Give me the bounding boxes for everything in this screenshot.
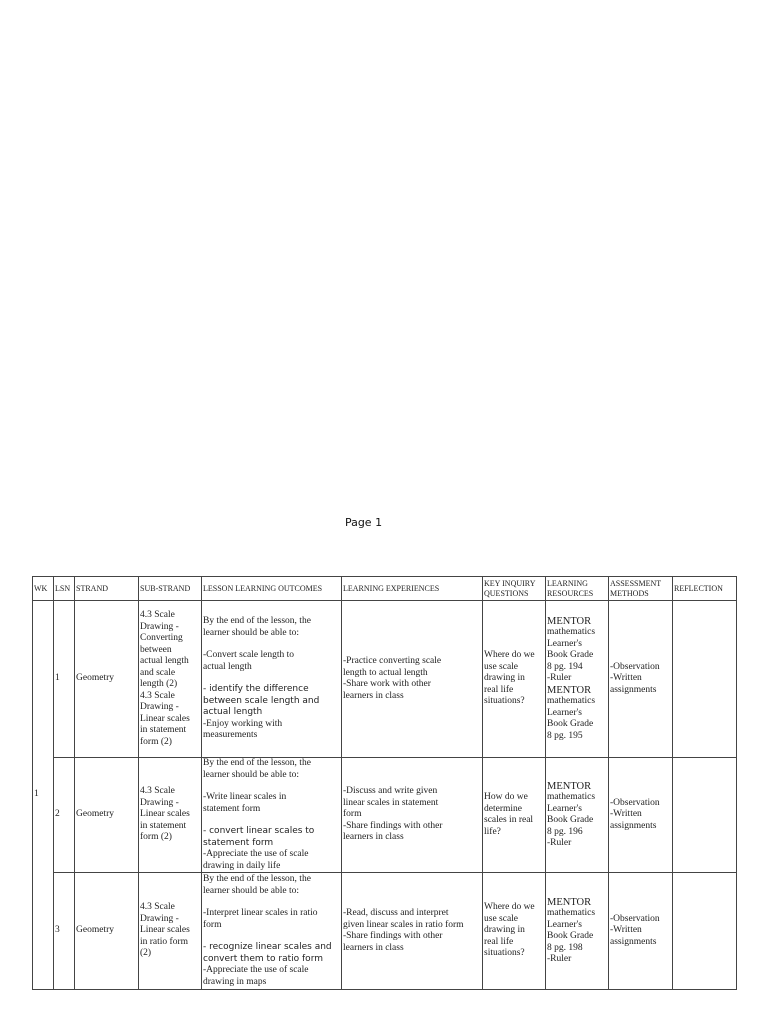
text-line: in ratio form — [140, 936, 189, 947]
text-line: between scale length and — [203, 695, 320, 706]
text-line: -Observation — [610, 797, 660, 808]
text-line: convert them to ratio form — [203, 953, 324, 964]
text-line: learner should be able to: — [203, 769, 300, 780]
text-line: 4.3 Scale — [140, 610, 175, 620]
header-strand: STRAND — [75, 577, 139, 601]
experiences-cell — [342, 601, 483, 758]
text-line: MENTOR — [547, 896, 592, 908]
text-line: -Share work with other — [343, 679, 431, 689]
text-line: mathematics — [547, 908, 596, 918]
text-line: - identify the difference — [203, 684, 309, 695]
experiences-cell — [342, 758, 483, 873]
text-line: actual length — [203, 661, 252, 672]
text-line: -Written — [610, 673, 642, 684]
text-line: -Enjoy working with — [203, 718, 283, 729]
outcomes-cell — [202, 601, 342, 758]
text-line: drawing in — [484, 925, 525, 936]
text-line: By the end of the lesson, the — [203, 758, 311, 768]
header-inquiry — [483, 577, 546, 601]
page-number-label: Page 1 — [344, 516, 383, 529]
text-line: statement form — [203, 837, 274, 848]
text-line: By the end of the lesson, the — [203, 616, 311, 627]
spacer — [203, 815, 340, 826]
header-reflection: REFLECTION — [673, 577, 737, 601]
text-line: drawing in maps — [203, 976, 267, 987]
outcomes-cell — [202, 758, 342, 873]
header-inquiry-line: QUESTIONS — [484, 588, 529, 598]
header-outcomes: LESSON LEARNING OUTCOMES — [202, 577, 342, 601]
text-line: learners in class — [343, 832, 404, 843]
text-line: - convert linear scales to — [203, 826, 315, 836]
header-row — [33, 577, 737, 601]
text-line: 4.3 Scale — [140, 786, 175, 797]
text-line: Linear scales — [140, 713, 190, 724]
spacer — [203, 639, 340, 650]
text-line: -Appreciate the use of scale — [203, 965, 309, 975]
text-line: -Convert scale length to — [203, 650, 295, 661]
lesson-row — [33, 758, 737, 873]
text-line: form (2) — [140, 832, 172, 843]
text-line: form — [203, 919, 222, 930]
text-line: By the end of the lesson, the — [203, 874, 311, 884]
header-assessment — [609, 577, 673, 601]
text-line: actual length — [140, 656, 189, 666]
text-line: MENTOR — [547, 615, 592, 627]
strand-cell: Geometry — [75, 873, 139, 990]
text-line: -Read, discuss and interpret — [343, 908, 449, 918]
strand-cell: Geometry — [75, 758, 139, 873]
text-line: Learner's — [547, 638, 582, 649]
text-line: form (2) — [140, 736, 172, 747]
text-line: between — [140, 644, 172, 655]
header-lsn: LSN — [54, 577, 75, 601]
text-line: Book Grade — [547, 719, 594, 730]
text-line: How do we — [484, 792, 528, 802]
text-line: Book Grade — [547, 650, 594, 661]
text-line: 4.3 Scale — [140, 902, 175, 913]
text-line: Converting — [140, 633, 183, 643]
spacer — [203, 897, 340, 908]
text-line: 8 pg. 198 — [547, 942, 583, 953]
text-line: Learner's — [547, 919, 582, 930]
text-line: situations? — [484, 696, 525, 707]
text-line: assignments — [610, 936, 657, 947]
text-line: linear scales in statement — [343, 797, 439, 808]
text-line: learner should be able to: — [203, 627, 300, 638]
text-line: measurements — [203, 730, 258, 741]
lesson-number-cell: 3 — [54, 873, 75, 990]
header-assessment-line: ASSESSMENT — [610, 578, 662, 588]
text-line: actual length — [203, 707, 263, 718]
text-line: -Practice converting scale — [343, 656, 442, 666]
resources-cell — [546, 873, 609, 990]
text-line: Where do we — [484, 902, 535, 913]
reflection-cell — [673, 601, 737, 758]
text-line: MENTOR — [547, 780, 592, 792]
text-line: assignments — [610, 684, 657, 695]
text-line: Book Grade — [547, 815, 594, 825]
sub-strand-cell — [139, 758, 202, 873]
reflection-cell — [673, 758, 737, 873]
text-line: in statement — [140, 725, 187, 735]
text-line: -Written — [610, 809, 642, 820]
text-line: use scale — [484, 913, 519, 924]
text-line: Learner's — [547, 803, 582, 814]
header-resources — [546, 577, 609, 601]
text-line: learners in class — [343, 690, 404, 701]
text-line: mathematics — [547, 792, 596, 802]
text-line: mathematics — [547, 627, 596, 638]
lesson-number-cell: 1 — [54, 601, 75, 758]
text-line: Learner's — [547, 707, 582, 718]
text-line: life? — [484, 826, 501, 837]
text-line: 4.3 Scale — [140, 690, 175, 701]
text-line: learner should be able to: — [203, 885, 300, 896]
text-line: - recognize linear scales and — [203, 942, 332, 952]
text-line: Drawing - — [140, 621, 179, 632]
strand-cell: Geometry — [75, 601, 139, 758]
text-line: MENTOR — [547, 684, 592, 696]
text-line: Drawing - — [140, 913, 179, 924]
text-line: -Observation — [610, 661, 660, 672]
text-line: scales in real — [484, 815, 534, 825]
assessment-cell — [609, 873, 673, 990]
text-line: form — [343, 809, 362, 820]
text-line: given linear scales in ratio form — [343, 919, 464, 930]
header-wk: WK — [33, 577, 54, 601]
header-sub-strand: SUB-STRAND — [139, 577, 202, 601]
spacer — [203, 931, 340, 942]
inquiry-cell — [483, 601, 546, 758]
text-line: real life — [484, 684, 514, 695]
assessment-cell — [609, 601, 673, 758]
spacer — [203, 673, 340, 684]
lesson-number-cell: 2 — [54, 758, 75, 873]
assessment-cell — [609, 758, 673, 873]
text-line: -Observation — [610, 913, 660, 924]
text-line: -Written — [610, 925, 642, 936]
text-line: 8 pg. 194 — [547, 661, 583, 672]
text-line: length to actual length — [343, 667, 428, 678]
text-line: drawing in — [484, 673, 525, 684]
sub-strand-cell — [139, 601, 202, 758]
resources-cell — [546, 601, 609, 758]
lesson-plan-table — [32, 576, 737, 990]
text-line: -Write linear scales in — [203, 792, 287, 802]
header-resources-line: RESOURCES — [547, 588, 594, 598]
text-line: real life — [484, 936, 514, 947]
text-line: -Interpret linear scales in ratio — [203, 908, 318, 918]
week-cell: 1 — [33, 601, 54, 990]
text-line: -Discuss and write given — [343, 786, 438, 797]
text-line: drawing in daily life — [203, 860, 281, 871]
text-line: (2) — [140, 948, 152, 959]
text-line: Where do we — [484, 650, 535, 661]
text-line: -Ruler — [547, 673, 572, 684]
text-line: -Share findings with other — [343, 820, 443, 831]
text-line: statement form — [203, 803, 261, 814]
text-line: length (2) — [140, 679, 178, 689]
lesson-row — [33, 873, 737, 990]
header-assessment-line: METHODS — [610, 588, 649, 598]
text-line: use scale — [484, 661, 519, 672]
header-resources-line: LEARNING — [547, 578, 588, 588]
spacer — [203, 781, 340, 792]
text-line: mathematics — [547, 696, 596, 707]
text-line: and scale — [140, 667, 176, 678]
header-experiences: LEARNING EXPERIENCES — [342, 577, 483, 601]
text-line: Drawing - — [140, 702, 179, 712]
text-line: in statement — [140, 820, 187, 831]
lesson-row — [33, 601, 737, 758]
header-inquiry-line: KEY INQUIRY — [484, 578, 536, 588]
text-line: Linear scales — [140, 809, 190, 820]
text-line: -Share findings with other — [343, 931, 443, 941]
text-line: -Appreciate the use of scale — [203, 849, 309, 859]
text-line: Drawing - — [140, 797, 179, 808]
text-line: situations? — [484, 948, 525, 959]
text-line: -Ruler — [547, 838, 572, 848]
text-line: 8 pg. 196 — [547, 826, 583, 837]
experiences-cell — [342, 873, 483, 990]
sub-strand-cell — [139, 873, 202, 990]
text-line: assignments — [610, 820, 657, 831]
resources-cell — [546, 758, 609, 873]
reflection-cell — [673, 873, 737, 990]
text-line: determine — [484, 803, 522, 814]
text-line: learners in class — [343, 942, 404, 953]
text-line: -Ruler — [547, 954, 572, 964]
text-line: Linear scales — [140, 925, 190, 936]
text-line: Book Grade — [547, 931, 594, 941]
inquiry-cell — [483, 873, 546, 990]
inquiry-cell — [483, 758, 546, 873]
outcomes-cell — [202, 873, 342, 990]
text-line: 8 pg. 195 — [547, 730, 583, 741]
